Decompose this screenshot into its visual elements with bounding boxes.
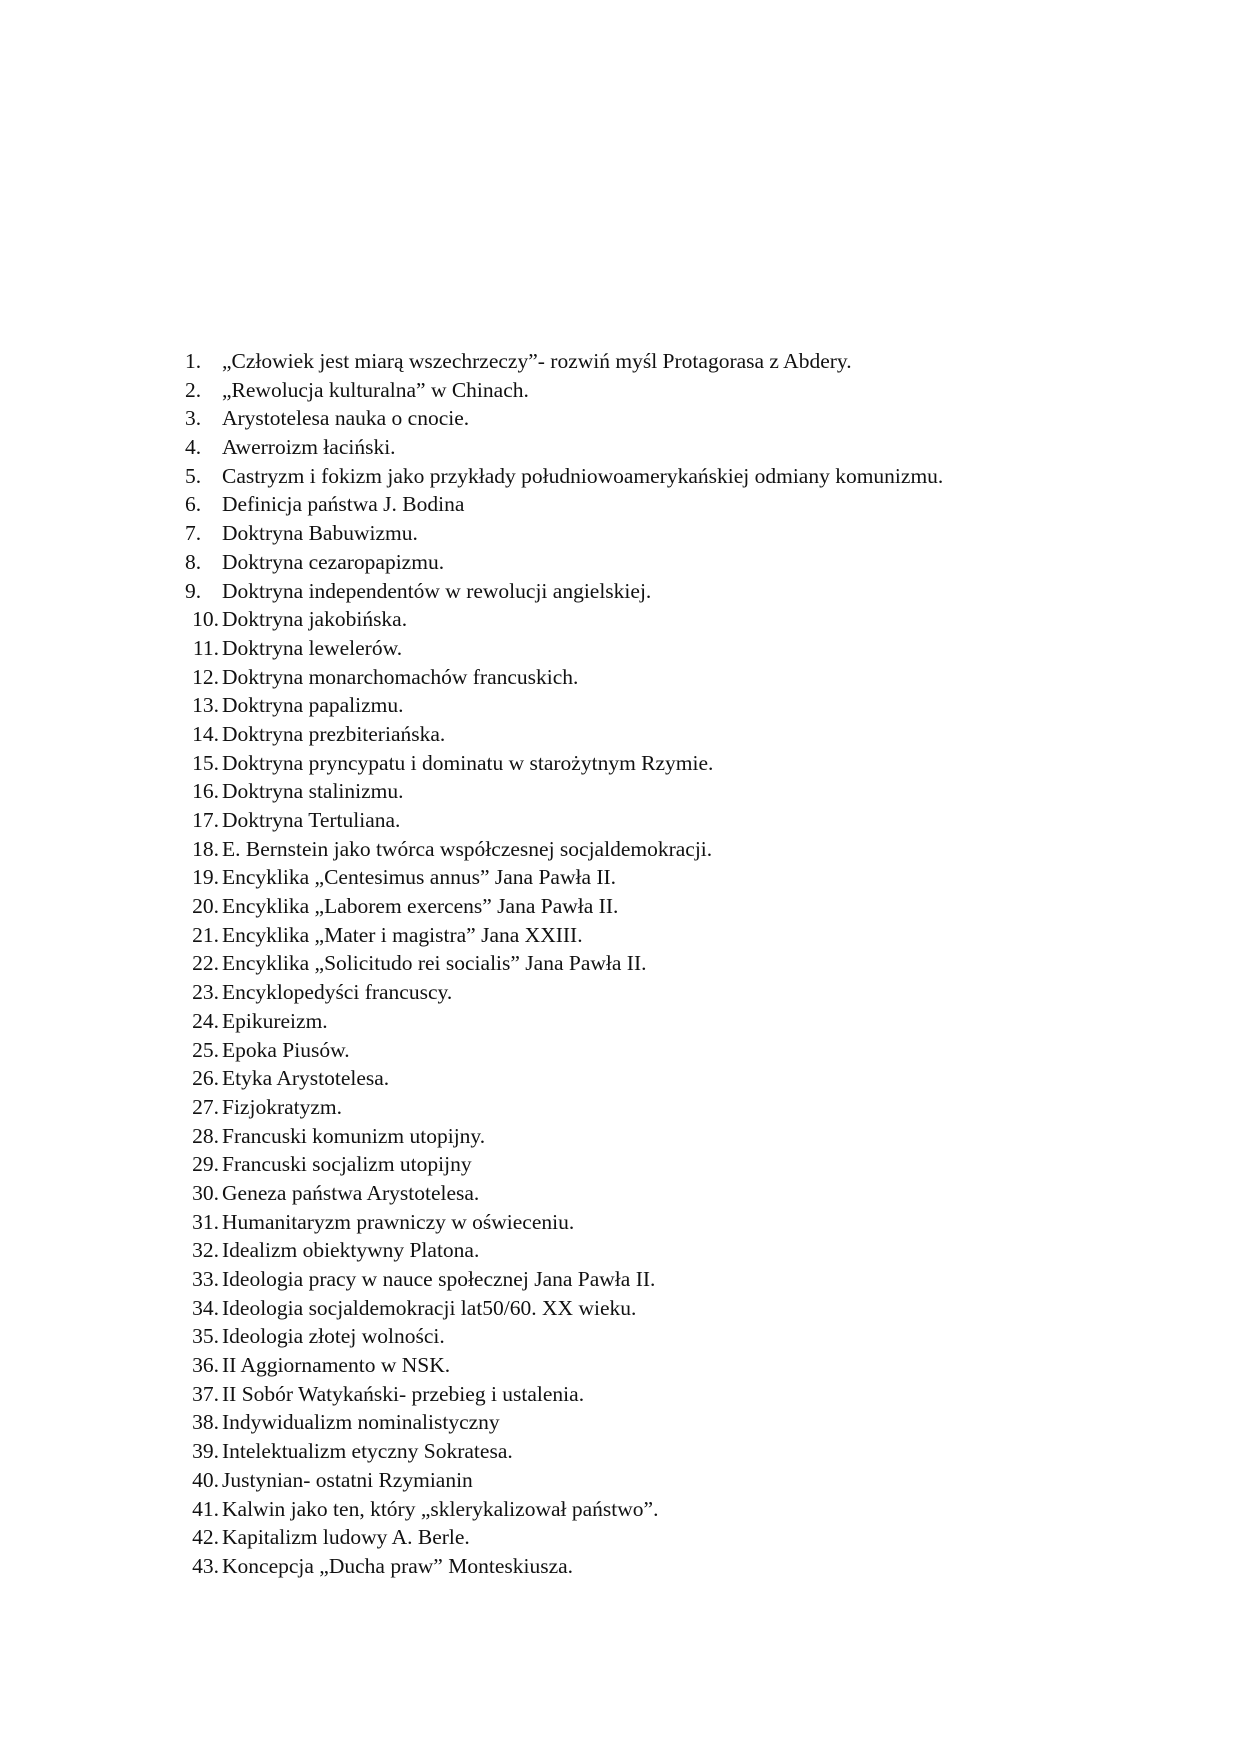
list-item <box>178 1466 943 1495</box>
list-item-text: Francuski socjalizm utopijny <box>222 1152 472 1177</box>
list-item-text: Awerroizm łaciński. <box>222 435 396 460</box>
list-item-number: 40. <box>192 1467 219 1492</box>
list-item <box>178 892 943 921</box>
list-item <box>178 634 943 663</box>
list-item-number: 43. <box>192 1553 219 1578</box>
list-item-text: Indywidualizm nominalistyczny <box>222 1410 500 1435</box>
list-item <box>178 691 943 720</box>
list-item <box>178 605 943 634</box>
list-item-text: Doktryna prezbiteriańska. <box>222 721 446 746</box>
list-item-number: 22. <box>192 951 219 976</box>
list-item-text: Etyka Arystotelesa. <box>222 1066 390 1091</box>
list-item <box>178 1380 943 1409</box>
list-item-number: 13. <box>192 693 219 718</box>
list-item <box>178 863 943 892</box>
list-item-text: Intelektualizm etyczny Sokratesa. <box>222 1439 513 1464</box>
list-item-number: 24. <box>192 1008 219 1033</box>
list-item-number: 3. <box>185 406 202 431</box>
list-item-number: 8. <box>185 549 202 574</box>
list-item <box>178 749 943 778</box>
list-item-text: Doktryna Tertuliana. <box>222 808 401 832</box>
list-item-text: Encyklika „Solicitudo rei socialis” Jana Pawła II. <box>222 951 647 976</box>
list-item-number: 20. <box>192 894 219 919</box>
list-item-text: Doktryna Babuwizmu. <box>222 521 418 546</box>
list-item-number: 21. <box>192 922 219 947</box>
list-item <box>178 1523 943 1552</box>
list-item <box>178 663 943 692</box>
list-item-text: Geneza państwa Arystotelesa. <box>222 1180 480 1205</box>
list-item <box>178 1064 943 1093</box>
list-item-text: Doktryna cezaropapizmu. <box>222 549 445 574</box>
list-item-text: II Sobór Watykański- przebieg i ustalenia. <box>222 1381 585 1406</box>
list-item-number: 31. <box>192 1209 219 1234</box>
list-item <box>178 1322 943 1351</box>
list-item-number: 2. <box>185 377 202 402</box>
list-item-number: 11. <box>192 635 219 660</box>
list-item-number: 16. <box>192 779 219 804</box>
list-item-number: 37. <box>192 1381 219 1406</box>
list-item-number: 6. <box>185 492 202 517</box>
list-item <box>178 462 943 491</box>
list-item <box>178 1495 943 1524</box>
list-item <box>178 1265 943 1294</box>
list-item-text: Doktryna monarchomachów francuskich. <box>222 664 579 689</box>
list-item-number: 26. <box>192 1066 219 1091</box>
list-item <box>178 490 943 519</box>
list-item-number: 12. <box>192 664 219 689</box>
list-item-text: Humanitaryzm prawniczy w oświeceniu. <box>222 1209 575 1234</box>
list-item-number: 25. <box>192 1037 219 1062</box>
list-item-text: Doktryna lewelerów. <box>222 635 403 660</box>
list-item <box>178 1150 943 1179</box>
list-item-number: 38. <box>192 1410 219 1435</box>
list-item-text: Definicja państwa J. Bodina <box>222 492 465 517</box>
list-item <box>178 1437 943 1466</box>
list-item <box>178 720 943 749</box>
list-item <box>178 1236 943 1265</box>
list-item-text: II Aggiornamento w NSK. <box>222 1353 451 1378</box>
list-item <box>178 376 943 405</box>
list-item-number: 35. <box>192 1324 219 1349</box>
list-item <box>178 777 943 806</box>
list-item-text: Doktryna stalinizmu. <box>222 779 404 804</box>
list-item <box>178 404 943 433</box>
list-item-text: Doktryna pryncypatu i dominatu w starożytnym Rzymie. <box>222 750 714 775</box>
list-item-text: Doktryna independentów w rewolucji angielskiej. <box>222 578 652 603</box>
list-item-text: „Człowiek jest miarą wszechrzeczy”- rozwiń myśl Protagorasa z Abdery. <box>222 349 852 373</box>
list-item <box>178 1179 943 1208</box>
list-item-text: Francuski komunizm utopijny. <box>222 1123 486 1148</box>
list-item-number: 28. <box>192 1123 219 1148</box>
list-item-text: Encyklopedyści francuscy. <box>222 980 453 1005</box>
list-item-text: Kapitalizm ludowy A. Berle. <box>222 1525 470 1550</box>
list-item-number: 10. <box>192 607 219 632</box>
list-item-number: 29. <box>192 1152 219 1177</box>
list-item-number: 36. <box>192 1353 219 1378</box>
list-item <box>178 1408 943 1437</box>
list-item <box>178 1007 943 1036</box>
list-item <box>178 1036 943 1065</box>
list-item <box>178 921 943 950</box>
list-item <box>178 433 943 462</box>
list-item <box>178 1122 943 1151</box>
list-item-number: 41. <box>192 1496 219 1521</box>
list-item-number: 9. <box>185 578 202 603</box>
list-item <box>178 1351 943 1380</box>
list-item-number: 1. <box>185 349 202 373</box>
list-item-number: 7. <box>185 521 202 546</box>
list-item-number: 32. <box>192 1238 219 1263</box>
list-item-text: Kalwin jako ten, który „sklerykalizował państwo”. <box>222 1496 659 1521</box>
list-item-number: 33. <box>192 1267 219 1291</box>
list-item-text: Fizjokratyzm. <box>222 1094 343 1119</box>
list-item-text: Encyklika „Mater i magistra” Jana XXIII. <box>222 922 583 947</box>
list-item-number: 27. <box>192 1094 219 1119</box>
list-item-number: 34. <box>192 1295 219 1320</box>
list-item <box>178 1093 943 1122</box>
list-item-number: 42. <box>192 1525 219 1550</box>
list-item <box>178 548 943 577</box>
list-item-text: Doktryna jakobińska. <box>222 607 408 632</box>
list-item <box>178 835 943 864</box>
list-item-number: 19. <box>192 865 219 890</box>
list-item-text: „Rewolucja kulturalna” w Chinach. <box>222 377 529 402</box>
list-item-number: 18. <box>192 836 219 861</box>
list-item <box>178 1294 943 1323</box>
topic-list <box>178 347 943 1581</box>
list-item-text: Epikureizm. <box>222 1008 328 1033</box>
list-item-text: Encyklika „Laborem exercens” Jana Pawła II. <box>222 894 619 919</box>
list-item-number: 39. <box>192 1439 219 1464</box>
list-item-text: E. Bernstein jako twórca współczesnej socjaldemokracji. <box>222 836 713 861</box>
list-item-text: Epoka Piusów. <box>222 1037 350 1062</box>
list-item <box>178 949 943 978</box>
list-item-text: Koncepcja „Ducha praw” Monteskiusza. <box>222 1553 574 1578</box>
list-item-text: Idealizm obiektywny Platona. <box>222 1238 480 1263</box>
list-item-number: 4. <box>185 435 202 460</box>
list-item-text: Castryzm i fokizm jako przykłady południowoamerykańskiej odmiany komunizmu. <box>222 463 944 488</box>
list-item <box>178 1208 943 1237</box>
list-item <box>178 978 943 1007</box>
list-item-text: Ideologia pracy w nauce społecznej Jana Pawła II. <box>222 1267 656 1291</box>
list-item-number: 17. <box>192 808 219 832</box>
list-item <box>178 806 943 835</box>
list-item-number: 14. <box>192 721 219 746</box>
list-item-number: 23. <box>192 980 219 1005</box>
list-item-number: 15. <box>192 750 219 775</box>
list-item <box>178 347 943 376</box>
list-item-text: Doktryna papalizmu. <box>222 693 404 718</box>
list-item <box>178 519 943 548</box>
list-item <box>178 577 943 606</box>
list-item-number: 5. <box>185 463 202 488</box>
list-item-text: Ideologia socjaldemokracji lat50/60. XX wieku. <box>222 1295 637 1320</box>
list-item-text: Ideologia złotej wolności. <box>222 1324 445 1349</box>
list-item-number: 30. <box>192 1180 219 1205</box>
list-item-text: Encyklika „Centesimus annus” Jana Pawła II. <box>222 865 617 890</box>
list-item <box>178 1552 943 1581</box>
list-item-text: Arystotelesa nauka o cnocie. <box>222 406 470 431</box>
list-item-text: Justynian- ostatni Rzymianin <box>222 1467 473 1492</box>
